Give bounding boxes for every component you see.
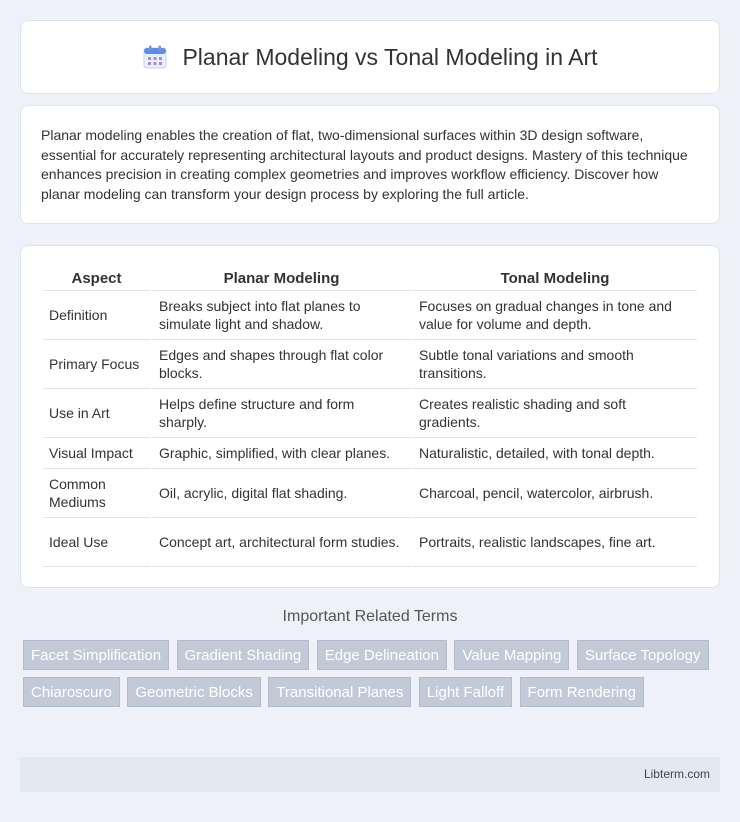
term-tag[interactable]: Edge Delineation bbox=[317, 640, 447, 670]
related-terms-title: Important Related Terms bbox=[282, 608, 458, 625]
table-row bbox=[43, 438, 697, 469]
term-tag[interactable]: Gradient Shading bbox=[177, 640, 310, 670]
cell-tonal: Subtle tonal variations and smooth transitions. bbox=[410, 340, 697, 389]
term-tag[interactable]: Transitional Planes bbox=[268, 677, 411, 707]
term-tag[interactable]: Value Mapping bbox=[454, 640, 569, 670]
cell-planar: Concept art, architectural form studies. bbox=[150, 518, 410, 567]
header-planar: Planar Modeling bbox=[150, 266, 410, 291]
header-aspect: Aspect bbox=[43, 266, 150, 291]
footer bbox=[20, 757, 720, 792]
cell-planar: Oil, acrylic, digital flat shading. bbox=[150, 469, 410, 518]
cell-planar: Edges and shapes through flat color blocks. bbox=[150, 340, 410, 389]
cell-aspect: Visual Impact bbox=[43, 438, 150, 469]
table-row bbox=[43, 291, 697, 340]
comparison-table bbox=[43, 266, 697, 567]
table-row bbox=[43, 518, 697, 567]
related-terms-list bbox=[23, 640, 723, 714]
cell-aspect: Common Mediums bbox=[43, 469, 150, 518]
page-title: Planar Modeling vs Tonal Modeling in Art bbox=[182, 43, 598, 70]
table-row bbox=[43, 469, 697, 518]
cell-planar: Breaks subject into flat planes to simulate light and shadow. bbox=[150, 291, 410, 340]
cell-planar: Helps define structure and form sharply. bbox=[150, 389, 410, 438]
cell-aspect: Primary Focus bbox=[43, 340, 150, 389]
term-tag[interactable]: Geometric Blocks bbox=[127, 677, 261, 707]
cell-tonal: Creates realistic shading and soft gradients. bbox=[410, 389, 697, 438]
cell-aspect: Ideal Use bbox=[43, 518, 150, 567]
term-tag[interactable]: Form Rendering bbox=[520, 677, 644, 707]
table-header-row bbox=[43, 266, 697, 291]
table-row bbox=[43, 389, 697, 438]
term-tag[interactable]: Chiaroscuro bbox=[23, 677, 120, 707]
title-card bbox=[20, 20, 720, 94]
header-tonal: Tonal Modeling bbox=[410, 266, 697, 291]
cell-tonal: Charcoal, pencil, watercolor, airbrush. bbox=[410, 469, 697, 518]
intro-card bbox=[20, 105, 720, 224]
footer-site-link[interactable]: Libterm.com bbox=[643, 767, 710, 781]
calendar-icon bbox=[142, 44, 168, 70]
term-tag[interactable]: Light Falloff bbox=[419, 677, 512, 707]
term-tag[interactable]: Surface Topology bbox=[577, 640, 709, 670]
cell-planar: Graphic, simplified, with clear planes. bbox=[150, 438, 410, 469]
term-tag[interactable]: Facet Simplification bbox=[23, 640, 169, 670]
cell-tonal: Naturalistic, detailed, with tonal depth. bbox=[410, 438, 697, 469]
cell-tonal: Focuses on gradual changes in tone and value for volume and depth. bbox=[410, 291, 697, 340]
intro-text: Planar modeling enables the creation of flat, two-dimensional surfaces within 3D design software, essential for accurately representing architectural layouts and product designs. Mastery of this technique enhances precision in creating complex geometries and improves workflow efficiency. Discover how planar modeling can transform your design process by exploring the full article. bbox=[41, 127, 688, 202]
table-row bbox=[43, 340, 697, 389]
cell-tonal: Portraits, realistic landscapes, fine art. bbox=[410, 518, 697, 567]
cell-aspect: Definition bbox=[43, 291, 150, 340]
comparison-card bbox=[20, 245, 720, 588]
cell-aspect: Use in Art bbox=[43, 389, 150, 438]
